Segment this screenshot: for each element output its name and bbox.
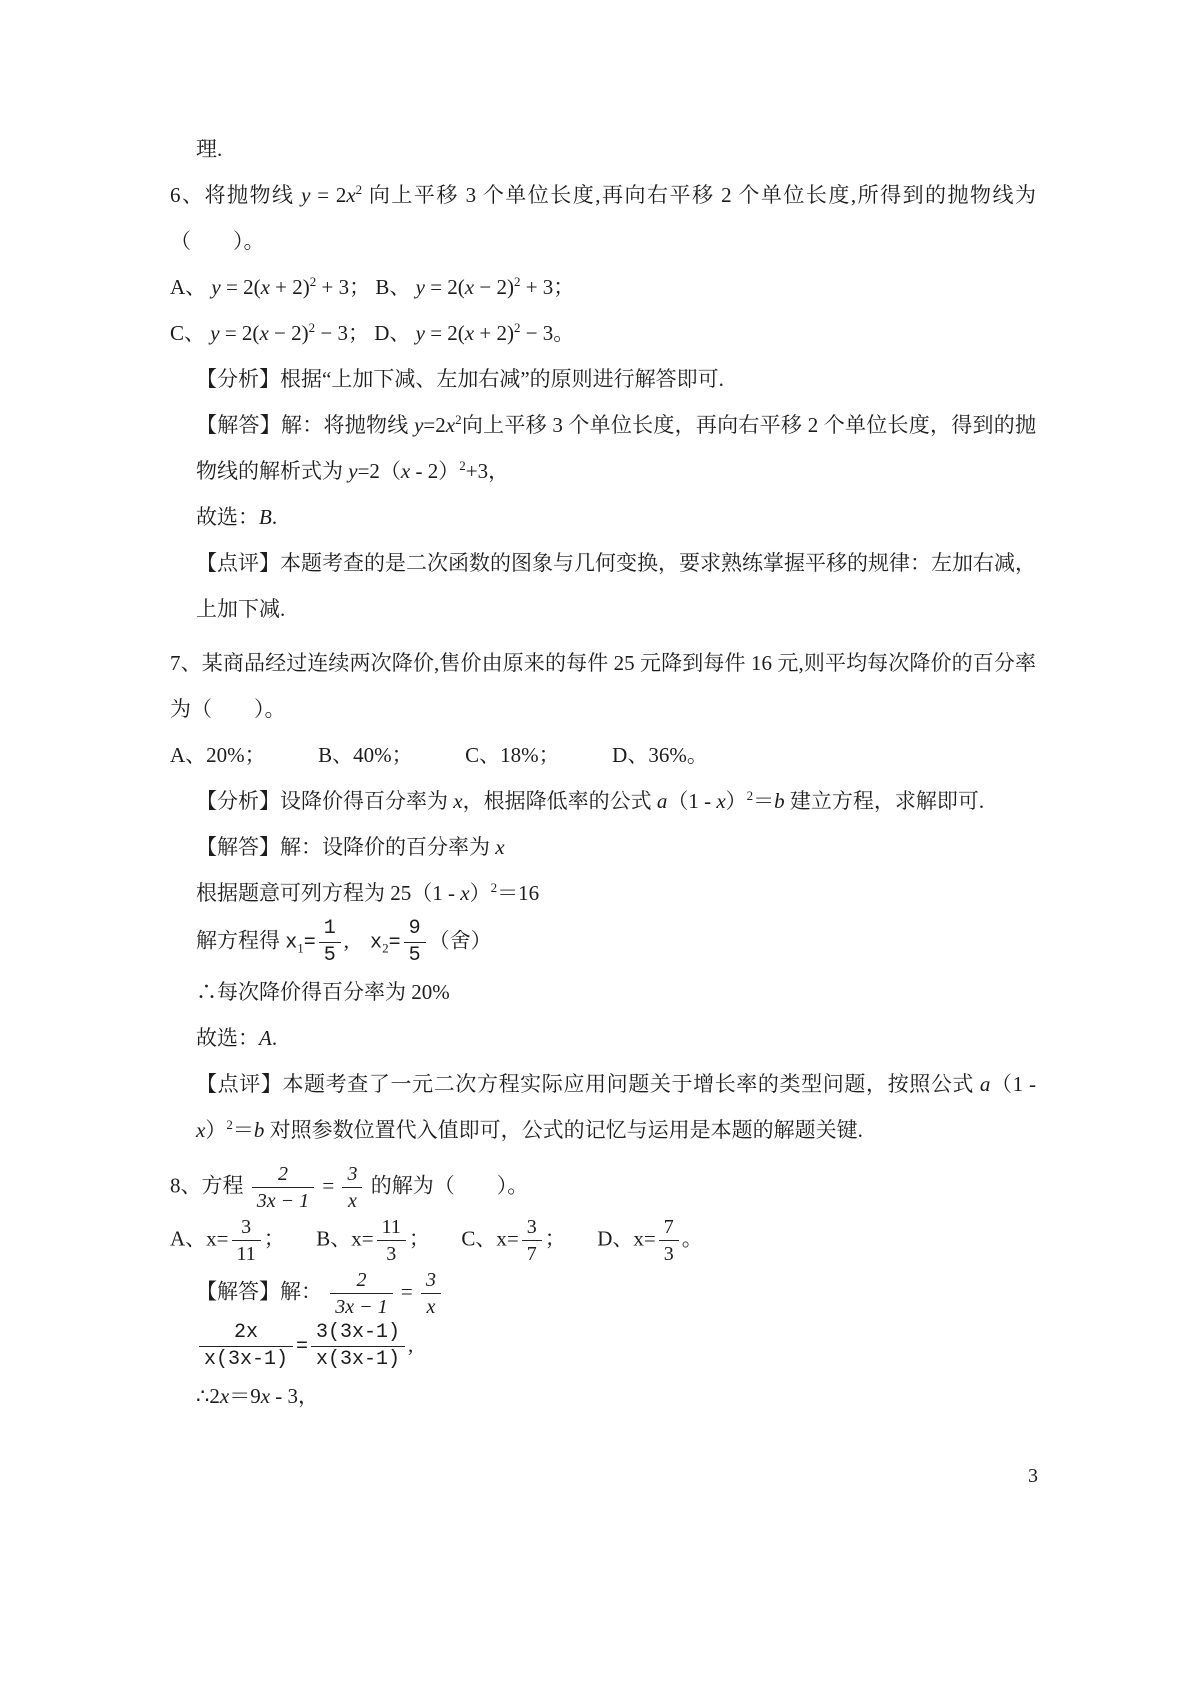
text-run: ＝ <box>753 789 775 813</box>
text-run: ； D、x= <box>544 1226 656 1251</box>
text-run: = 2( <box>424 275 465 299</box>
q7-options <box>170 732 1036 778</box>
text-run: = 2( <box>220 275 261 299</box>
fraction-numerator: 3 <box>425 1269 436 1291</box>
text-run: ； B、x= <box>263 1226 374 1251</box>
text-run: 故选： <box>196 505 259 529</box>
fraction-denominator: 5 <box>404 942 426 969</box>
text-run: ； C、x= <box>408 1226 519 1251</box>
math-variable: A <box>259 1026 272 1050</box>
fraction-numerator: 1 <box>323 917 336 940</box>
text-run: ＝9 <box>229 1384 261 1408</box>
document-body <box>170 126 1036 1419</box>
fraction <box>199 1320 293 1373</box>
text-run: 【分析】根据“上加下减、左加右减”的原则进行解答即可. <box>196 367 724 391</box>
text-run: - 3， <box>270 1384 320 1408</box>
q6-analysis <box>196 356 1036 402</box>
text-run: 【解答】解：将抛物线 <box>196 413 415 437</box>
superscript: 2 <box>513 320 521 335</box>
q6-stem <box>170 172 1036 264</box>
q6-solution <box>196 402 1036 494</box>
superscript: 2 <box>746 788 754 803</box>
text-run: A、20%； B、40%； C、18%； D、36%。 <box>170 743 708 767</box>
math-variable: a <box>979 1072 991 1096</box>
fraction <box>522 1214 542 1267</box>
superscript: 2 <box>308 320 316 335</box>
fraction-numerator: 7 <box>663 1216 674 1238</box>
q7-stem <box>170 640 1036 732</box>
q6-comment <box>196 540 1036 632</box>
text-run: , <box>343 928 371 953</box>
fraction <box>659 1214 679 1267</box>
text-run: 7、某商品经过连续两次降价,售价由原来的每件 25 元降到每件 16 元,则平均每次降价的百分率为（ ）。 <box>170 651 1036 721</box>
math-variable: x <box>400 459 411 483</box>
q6-answer <box>196 494 1036 540</box>
math-variable: x <box>219 1384 230 1408</box>
text-run: 建立方程，求解即可. <box>784 789 985 813</box>
text-run: = <box>395 1279 418 1304</box>
q8-solution-line-1 <box>196 1267 1036 1320</box>
math-variable: B <box>259 505 272 529</box>
superscript: 2 <box>490 880 498 895</box>
fraction-numerator: 2x <box>234 1321 259 1344</box>
q7-answer <box>196 1015 1036 1061</box>
fraction-numerator: 3 <box>347 1163 358 1185</box>
text-run: + 3； <box>520 275 575 299</box>
math-variable: x <box>346 183 356 207</box>
q6-options-cd <box>170 310 1036 356</box>
text-run: 的解为（ ）。 <box>365 1173 529 1198</box>
text-run: =2（ <box>357 459 401 483</box>
fraction-denominator: 7 <box>522 1240 542 1267</box>
text-run: A、 <box>170 275 212 299</box>
fraction <box>252 1161 314 1214</box>
fraction-numerator: 11 <box>381 1216 401 1238</box>
math-variable: x <box>259 321 269 345</box>
subscript: 1 <box>297 940 304 956</box>
monospace-run: = <box>388 931 401 955</box>
q7-solution-line-3 <box>196 916 1036 969</box>
text-run: ，根据降低率的公式 <box>462 789 657 813</box>
q7-solution-line-4 <box>196 969 1036 1015</box>
fraction-denominator: x <box>342 1187 362 1214</box>
math-variable: b <box>253 1118 265 1142</box>
text-run: . <box>271 1026 278 1050</box>
superscript: 2 <box>459 458 466 473</box>
text-run: 理. <box>196 137 223 161</box>
fraction <box>330 1267 392 1320</box>
text-run: = 2( <box>219 321 260 345</box>
fraction-denominator: 11 <box>232 1240 261 1267</box>
text-run: 6、将抛物线 <box>170 183 302 207</box>
fraction <box>377 1214 406 1267</box>
math-variable: x <box>460 881 470 905</box>
text-run: 解方程得 <box>196 928 286 953</box>
text-run: 8、方程 <box>170 1173 249 1198</box>
text-run: 根据题意可列方程为 25（1 - <box>196 881 461 905</box>
math-variable: x <box>260 1384 271 1408</box>
text-run: - 2） <box>410 459 460 483</box>
math-variable: y <box>414 413 424 437</box>
text-run: = 2( <box>424 321 465 345</box>
fraction <box>404 916 426 969</box>
q7-analysis <box>196 778 1036 824</box>
fraction <box>319 916 341 969</box>
math-variable: y <box>211 275 221 299</box>
math-variable: x <box>445 413 456 437</box>
math-variable: x <box>464 275 475 299</box>
text-run: ） <box>205 1118 227 1142</box>
superscript: 2 <box>226 1117 233 1132</box>
fraction-numerator: 2 <box>277 1163 288 1185</box>
math-variable: x <box>453 789 463 813</box>
fraction-numerator: 9 <box>408 917 421 940</box>
text-run: ∴2 <box>196 1384 220 1408</box>
text-run: , <box>408 1332 414 1357</box>
text-run: . <box>271 505 278 529</box>
text-run: = 2 <box>310 183 347 207</box>
text-run: + 2) <box>474 321 514 345</box>
q8-options <box>170 1214 1036 1267</box>
page-number: 3 <box>1028 1465 1038 1487</box>
math-variable: y <box>415 321 425 345</box>
q8-stem <box>170 1161 1036 1214</box>
fraction <box>311 1320 405 1373</box>
text-run: + 3； B、 <box>316 275 416 299</box>
text-run: ＝16 <box>497 881 540 905</box>
text-run: （舍） <box>428 928 492 953</box>
q7-solution-line-2 <box>196 870 1036 916</box>
superscript: 2 <box>309 274 317 289</box>
math-variable: y <box>348 459 358 483</box>
fraction <box>342 1161 362 1214</box>
text-run: − 3； D、 <box>315 321 416 345</box>
text-run: 【点评】本题考查了一元二次方程实际应用问题关于增长率的类型问题，按照公式 <box>196 1072 980 1096</box>
text-run: 向上平移 3 个单位长度,再向右平移 2 个单位长度,所得到的抛物线为（ ）。 <box>170 183 1037 253</box>
monospace-run: x <box>370 931 383 955</box>
q7-comment <box>196 1061 1036 1153</box>
text-run: ） <box>469 881 491 905</box>
text-run: = <box>317 1173 340 1198</box>
text-run: − 3。 <box>520 321 575 345</box>
fraction <box>421 1267 441 1320</box>
fraction-denominator: 3 <box>377 1240 406 1267</box>
text-run: − 2) <box>474 275 514 299</box>
text-run: − 2) <box>268 321 309 345</box>
q7-solution-line-1 <box>196 824 1036 870</box>
text-run: 【解答】解： <box>196 1279 328 1304</box>
text-run: ） <box>725 789 747 813</box>
q6-options-ab <box>170 264 1036 310</box>
fraction-denominator: 3 <box>659 1240 679 1267</box>
text-run: A、x= <box>170 1226 229 1251</box>
fraction-numerator: 3 <box>241 1216 252 1238</box>
math-variable: x <box>495 835 505 859</box>
text-run: 故选： <box>196 1026 259 1050</box>
fraction <box>232 1214 261 1267</box>
fraction-denominator: 5 <box>319 942 341 969</box>
superscript: 2 <box>355 182 363 197</box>
math-variable: x <box>196 1118 206 1142</box>
monospace-run: = <box>296 1335 309 1359</box>
text-run: +3， <box>465 459 510 483</box>
math-variable: x <box>716 789 726 813</box>
q8-solution-line-3 <box>196 1373 1036 1419</box>
text-run: 【解答】解：设降价的百分率为 <box>196 835 496 859</box>
text-run: 。 <box>681 1226 703 1251</box>
text-run: （1 - <box>990 1072 1037 1096</box>
monospace-run: = <box>303 931 316 955</box>
superscript: 2 <box>513 274 521 289</box>
math-variable: y <box>415 275 425 299</box>
q5-continuation-line <box>196 126 1036 172</box>
text-run: =2 <box>423 413 446 437</box>
text-run: （1 - <box>667 789 717 813</box>
fraction-denominator: x(3x-1) <box>199 1346 293 1373</box>
text-run: 【点评】本题考查的是二次函数的图象与几何变换，要求熟练掌握平移的规律：左加右减，上加下减. <box>196 551 1036 621</box>
text-run: C、 <box>170 321 211 345</box>
superscript: 2 <box>455 412 462 427</box>
math-variable: b <box>774 789 785 813</box>
math-variable: y <box>210 321 220 345</box>
fraction-numerator: 3 <box>526 1216 537 1238</box>
text-run: 【分析】设降价得百分率为 <box>196 789 454 813</box>
fraction-denominator: 3x − 1 <box>330 1293 392 1320</box>
fraction-denominator: x(3x-1) <box>311 1346 405 1373</box>
math-variable: y <box>301 183 311 207</box>
fraction-denominator: 3x − 1 <box>252 1187 314 1214</box>
fraction-numerator: 2 <box>356 1269 367 1291</box>
text-run: ∴每次降价得百分率为 20% <box>196 980 450 1004</box>
text-run: + 2) <box>269 275 310 299</box>
q8-solution-line-2 <box>196 1320 1036 1373</box>
text-run: ＝ <box>232 1118 254 1142</box>
fraction-denominator: x <box>421 1293 441 1320</box>
math-variable: x <box>260 275 270 299</box>
monospace-run: x <box>285 931 298 955</box>
math-variable: a <box>656 789 668 813</box>
text-run: 对照参数位置代入值即可，公式的记忆与运用是本题的解题关键. <box>264 1118 863 1142</box>
text-run: 向上平移 3 个单位长度，再向右平移 2 个单位长度，得到的抛物线的解析式为 <box>196 413 1037 483</box>
math-variable: x <box>464 321 475 345</box>
subscript: 2 <box>382 940 389 956</box>
fraction-numerator: 3(3x-1) <box>316 1321 401 1344</box>
